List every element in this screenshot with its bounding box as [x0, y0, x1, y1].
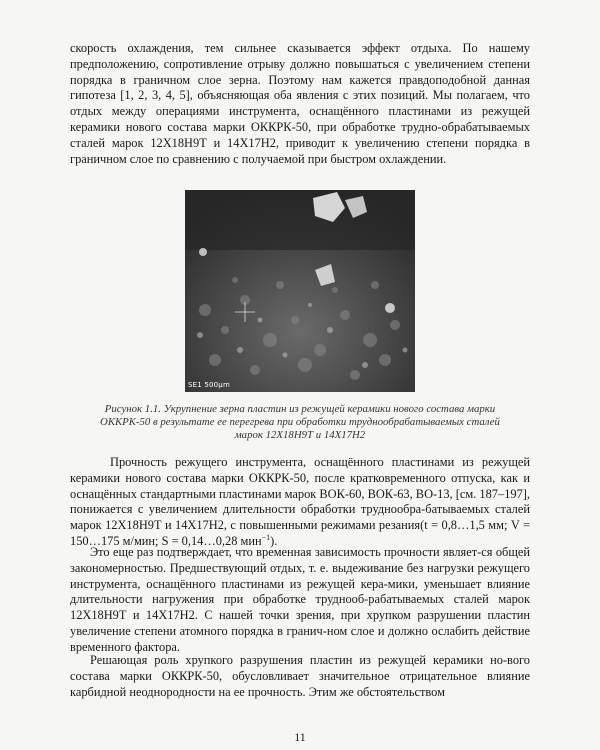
figure-caption: Рисунок 1.1. Укрупнение зерна пластин из режущей керамики нового состава марки ОККРК-50 в результате ее перегрева при обработки труднообрабатываемых сталей марок 12Х18Н9Т и 14Х17Н2: [100, 403, 500, 441]
paragraph-2-text: Прочность режущего инструмента, оснащённого пластинами из режущей керамики нового состава марки ОККРК-50, после кратковременного отпуска, как и оснащённых стандартными пластинами марок ВОК-60, ВОК-63, ВО-13, [см. 187–197], понижается с увеличением длительности обработки труднообра-батываемых сталей марок 12Х18Н9Т и 14Х17Н2, с повышенными режимами резания(t = 0,8…1,5 мм; V = 150…175 м/мин; S = 0,14…0,28 мин: [70, 455, 530, 548]
sem-scale-label: SE1 500μm: [188, 381, 230, 389]
sem-micrograph: [185, 190, 415, 392]
paragraph-3: Это еще раз подтверждает, что временная зависимость прочности являет-ся общей закономерностью. Предшествующий отдых, т. е. выдеживание без нагрузки режущего инструмента, оснащённого пластинами из режущей кера-мики, уменьшает влияние длительности нагружения при обработке труднооб-рабатываемых сталей марок 12Х18Н9Т и 14Х17Н2. С нашей точки зрения, при хрупком разрушении пластин увеличение степени атомного порядка в гранич-ном слое и должно ослабить действие временного фактора.: [70, 545, 530, 654]
paragraph-1: скорость охлаждения, тем сильнее сказывается эффект отдыха. По нашему предположению, сопротивление отрыву должно повышаться с увеличением степени порядка в граничном слое зерна. Поэтому нам кажется правдоподобной данная гипотеза [1, 2, 3, 4, 5], объясняющая оба явления с этих позиций. Мы полагаем, что отдых между операциями инструмента, оснащённого пластинами из режущей керамики нового состава марки ОККРК-50, при обработке трудно-обрабатываемых сталей марок 12Х18Н9Т и 14Х17Н2, приводит к увеличению степени порядка в граничном слое по сравнению с получаемой при быстром охлаждении.: [70, 41, 530, 166]
micrograph-image: [185, 190, 415, 392]
paragraph-4: Решающая роль хрупкого разрушения пластин из режущей керамики но-вого состава марки ОККРК-50, обусловливает значительное отрицательное влияние карбидной неоднородности на ее прочность. Этим же обстоятельством: [70, 653, 530, 699]
paragraph-2-end: ).: [270, 533, 278, 548]
paragraph-2: [70, 455, 530, 550]
page-number: 11: [294, 730, 306, 744]
paragraph-2-superscript: −1: [261, 532, 271, 542]
